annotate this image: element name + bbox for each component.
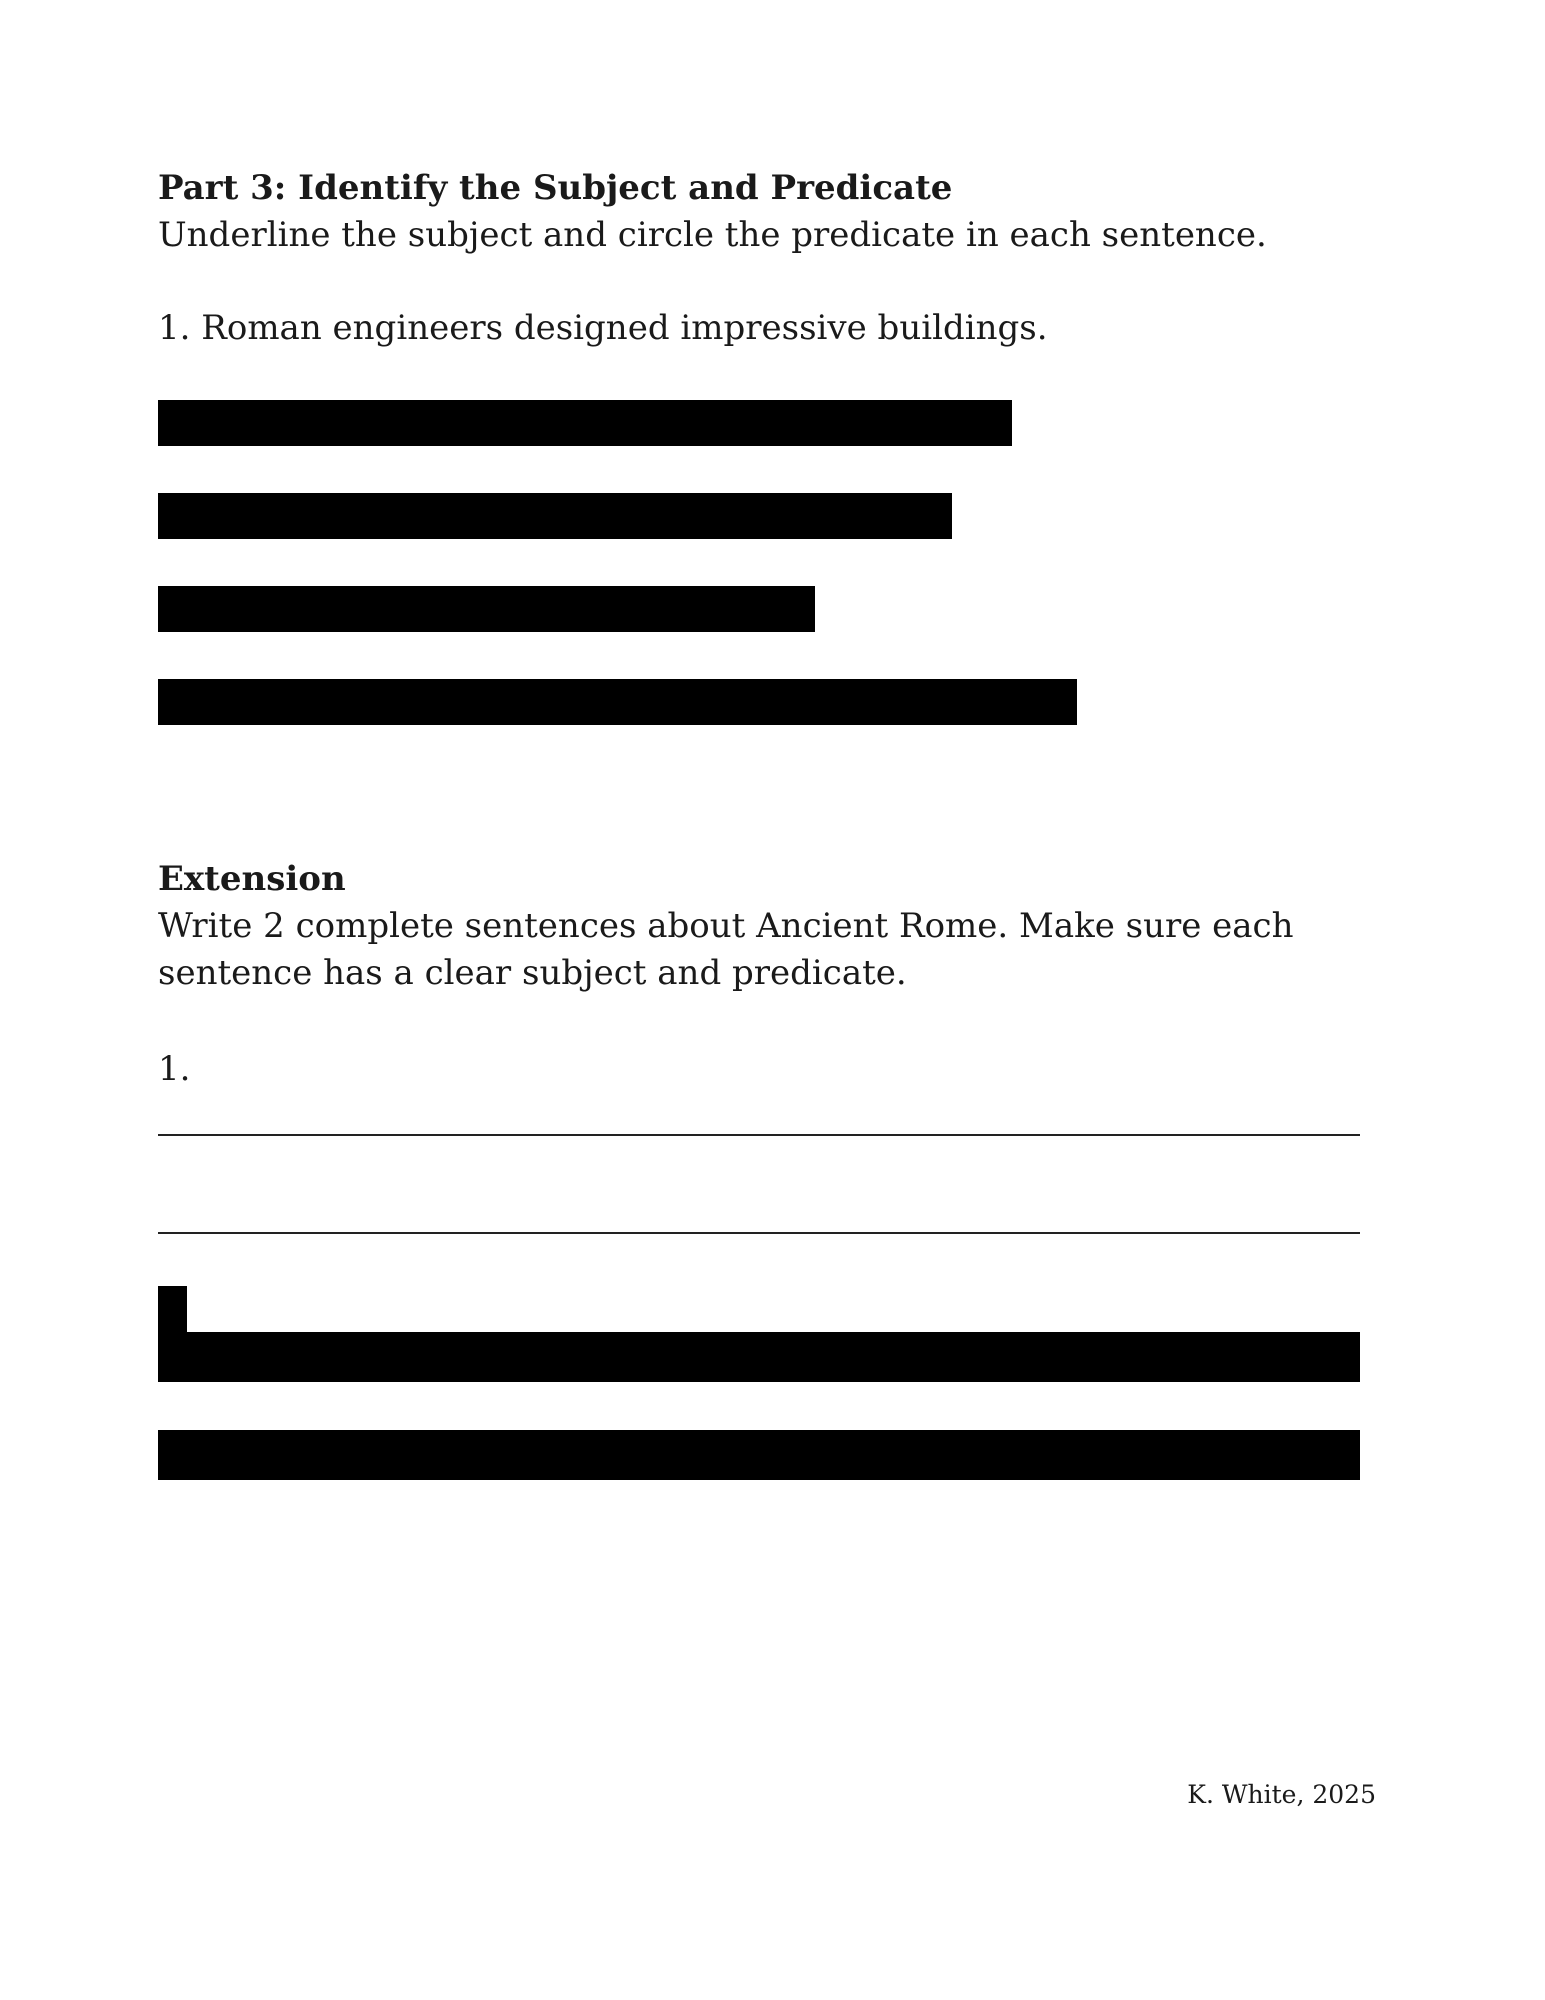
redacted-sentence-3 xyxy=(158,493,952,539)
redacted-item-2-label xyxy=(158,1286,187,1334)
redacted-sentence-2 xyxy=(158,400,1012,446)
extension-item-1-label: 1. xyxy=(158,1049,191,1089)
redacted-sentence-4 xyxy=(158,586,815,632)
author-credit: K. White, 2025 xyxy=(1187,1780,1376,1809)
part3-heading: Part 3: Identify the Subject and Predicate xyxy=(158,168,953,208)
redacted-answer-line-4 xyxy=(158,1430,1360,1480)
extension-heading: Extension xyxy=(158,859,346,899)
extension-instructions-line-2: sentence has a clear subject and predicate. xyxy=(158,953,907,993)
answer-line-2[interactable] xyxy=(158,1232,1360,1234)
answer-line-1[interactable] xyxy=(158,1134,1360,1136)
extension-instructions-line-1: Write 2 complete sentences about Ancient Rome. Make sure each xyxy=(158,906,1294,946)
redacted-sentence-5 xyxy=(158,679,1077,725)
part3-instructions: Underline the subject and circle the predicate in each sentence. xyxy=(158,215,1267,255)
part3-sentence-1: 1. Roman engineers designed impressive buildings. xyxy=(158,308,1048,348)
redacted-answer-line-3 xyxy=(158,1332,1360,1382)
